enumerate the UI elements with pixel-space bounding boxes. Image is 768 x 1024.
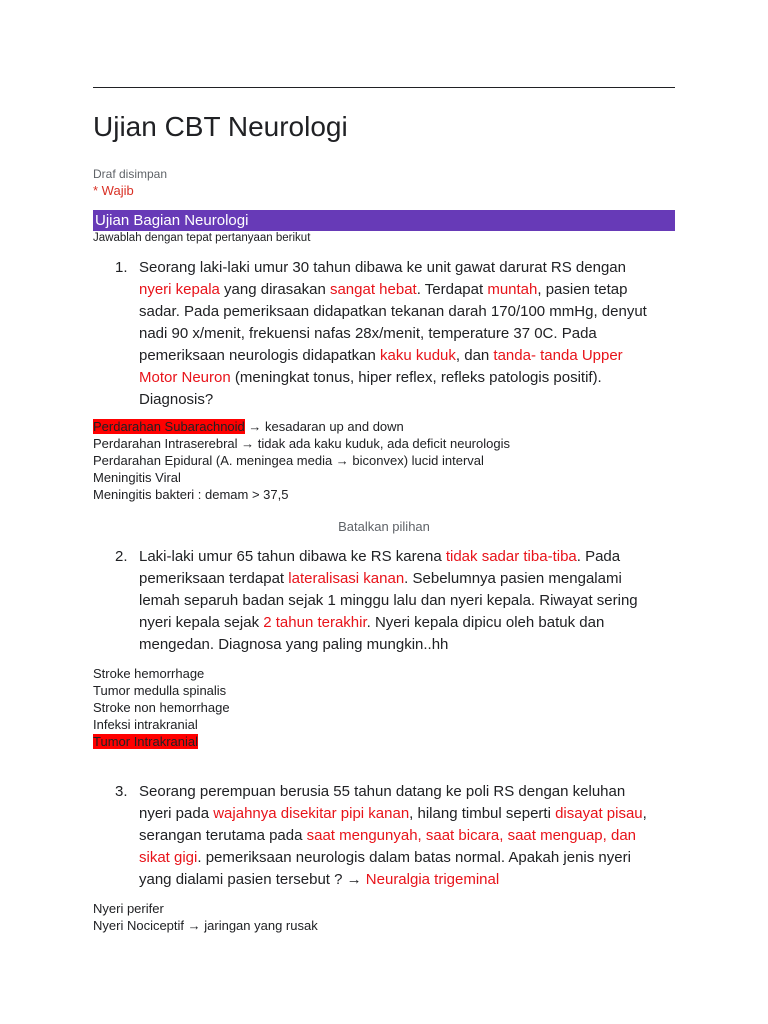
question-3-options (93, 900, 318, 934)
question-text: Seorang laki-laki umur 30 tahun dibawa ke unit gawat darurat RS dengan nyeri kepala yang dirasakan sangat hebat. Terdapat muntah, pasien tetap sadar. Pada pemeriksaan didapatkan tekanan darah 170/100 mmHg, denyut nadi 90 x/menit, frekuensi nafas 28x/menit, temperature 37 0C. Pada pemeriksaan neurologis didapatkan kaku kuduk, dan tanda- tanda Upper Motor Neuron (meningkat tonus, hiper reflex, refleks patologis positif). Diagnosis? (139, 259, 647, 408)
top-divider (93, 87, 675, 88)
question-number: 3. (115, 783, 128, 800)
option-item[interactable]: Meningitis bakteri : demam > 37,5 (93, 487, 289, 502)
selected-answer: Perdarahan Subarachnoid (93, 419, 245, 434)
option-item[interactable]: Perdarahan Intraserebral → tidak ada kaku kuduk, ada deficit neurologis (93, 436, 510, 451)
option-item[interactable]: Tumor medulla spinalis (93, 683, 227, 698)
selected-answer: Tumor Intrakranial (93, 734, 198, 749)
option-item[interactable]: Infeksi intrakranial (93, 717, 198, 732)
question-number: 2. (115, 548, 128, 565)
section-header: Ujian Bagian Neurologi (93, 210, 675, 231)
option-item[interactable]: Perdarahan Epidural (A. meningea media → biconvex) lucid interval (93, 453, 484, 468)
option-item[interactable] (93, 733, 230, 750)
option-item[interactable]: Meningitis Viral (93, 470, 181, 485)
option-item[interactable]: Stroke hemorrhage (93, 666, 205, 681)
option-item[interactable]: Stroke non hemorrhage (93, 700, 230, 715)
option-item[interactable]: Perdarahan Subarachnoid → kesadaran up and down (93, 419, 404, 434)
option-item[interactable]: Nyeri perifer (93, 901, 164, 916)
form-title: Ujian CBT Neurologi (93, 111, 348, 142)
required-label: * Wajib (93, 183, 134, 198)
question-number: 1. (115, 259, 128, 276)
question-text: Laki-laki umur 65 tahun dibawa ke RS karena tidak sadar tiba-tiba. Pada pemeriksaan terdapat lateralisasi kanan. Sebelumnya pasien mengalami lemah separuh badan sejak 1 minggu lalu dan nyeri kepala. Riwayat sering nyeri kepala sejak 2 tahun terakhir. Nyeri kepala dipicu oleh batuk dan mengedan. Diagnosa yang paling mungkin..hh (139, 548, 638, 653)
question-text: Seorang perempuan berusia 55 tahun datang ke poli RS dengan keluhan nyeri pada wajahnya disekitar pipi kanan, hilang timbul seperti disayat pisau, serangan terutama pada saat mengunyah, saat bicara, saat menguap, dan sikat gigi. pemeriksaan neurologis dalam batas normal. Apakah jenis nyeri yang dialami pasien tersebut ? → Neuralgia trigeminal (139, 783, 647, 888)
question-1-options (93, 418, 510, 503)
question-2-options (93, 665, 230, 750)
clear-selection-button[interactable]: Batalkan pilihan (338, 519, 430, 534)
draft-status: Draf disimpan (93, 167, 168, 181)
option-item[interactable]: Nyeri Nociceptif → jaringan yang rusak (93, 918, 318, 933)
section-description: Jawablah dengan tepat pertanyaan berikut (93, 232, 311, 244)
